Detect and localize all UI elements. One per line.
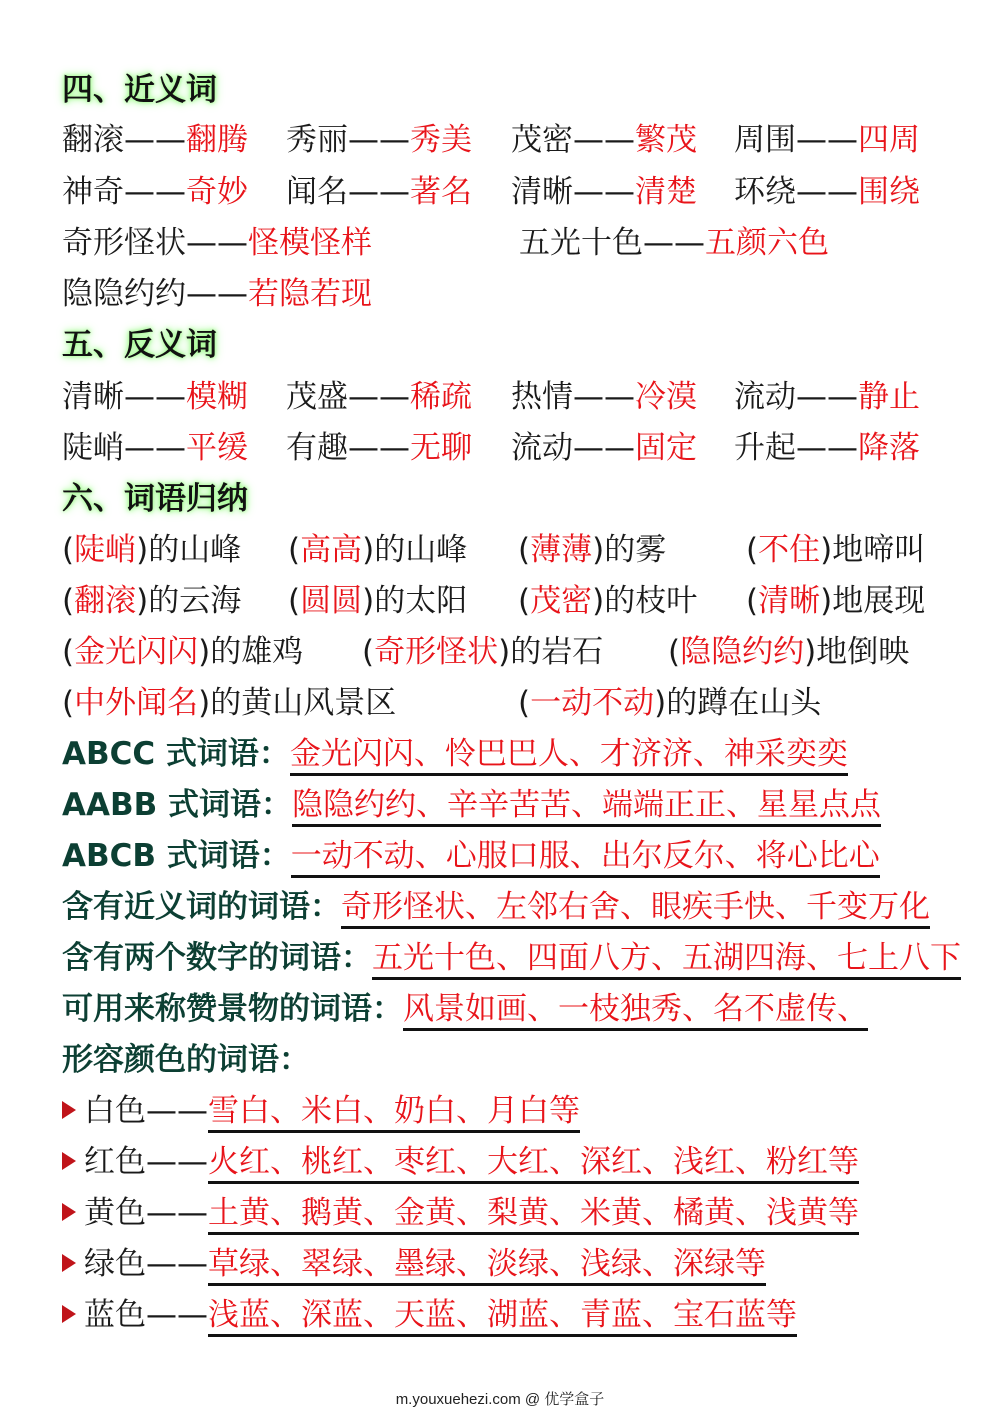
arrow-bullet-icon	[62, 1203, 76, 1221]
section-6-title: 六、词语归纳	[62, 481, 248, 517]
synonym-pair: 环绕——围绕	[734, 174, 920, 210]
antonym-pair: 陡峭——平缓	[62, 430, 248, 466]
category-words: 隐隐约约、辛辛苦苦、端端正正、星星点点	[292, 787, 881, 827]
category-scenery-words	[62, 984, 868, 1034]
category-synonym-words	[62, 882, 930, 932]
category-label: 含有两个数字的词语：	[62, 940, 372, 976]
synonym-pair: 茂密——繁茂	[511, 122, 697, 158]
synonym-pair: 秀丽——秀美	[286, 122, 472, 158]
color-row-blue: 蓝色——浅蓝、深蓝、天蓝、湖蓝、青蓝、宝石蓝等	[62, 1290, 797, 1340]
category-words: 奇形怪状、左邻右舍、眼疾手快、千变万化	[341, 889, 930, 929]
category-words: 五光十色、四面八方、五湖四海、七上八下	[372, 940, 961, 980]
synonym-pair: 奇形怪状——怪模怪样	[62, 225, 372, 261]
category-label: 含有近义词的词语：	[62, 889, 341, 925]
synonym-pair: 闻名——著名	[286, 174, 472, 210]
synonym-pair: 隐隐约约——若隐若现	[62, 276, 372, 312]
phrase-item: (茂密)的枝叶	[518, 583, 698, 619]
phrase-item: (金光闪闪)的雄鸡	[62, 634, 304, 670]
antonym-pair: 清晰——模糊	[62, 379, 248, 415]
color-row-yellow: 黄色——土黄、鹅黄、金黄、梨黄、米黄、橘黄、浅黄等	[62, 1188, 859, 1238]
phrase-item: (陡峭)的山峰	[62, 532, 242, 568]
antonym-pair: 升起——降落	[734, 430, 920, 466]
color-row-green: 绿色——草绿、翠绿、墨绿、淡绿、浅绿、深绿等	[62, 1239, 766, 1289]
phrase-item: (翻滚)的云海	[62, 583, 242, 619]
category-abcc	[62, 729, 848, 779]
synonym-pair: 翻滚——翻腾	[62, 122, 248, 158]
section-4-title: 四、近义词	[62, 72, 217, 108]
arrow-bullet-icon	[62, 1101, 76, 1119]
category-label: 可用来称赞景物的词语：	[62, 991, 403, 1027]
phrase-item: (一动不动)的蹲在山头	[518, 685, 822, 721]
color-words: 浅蓝、深蓝、天蓝、湖蓝、青蓝、宝石蓝等	[208, 1297, 797, 1337]
category-aabb	[62, 780, 881, 830]
phrase-item: (薄薄)的雾	[518, 532, 667, 568]
color-words: 雪白、米白、奶白、月白等	[208, 1093, 580, 1133]
category-words: 风景如画、一枝独秀、名不虚传、	[403, 991, 868, 1031]
footer-watermark: m.youxuehezi.com @ 优学盒子	[395, 1391, 605, 1408]
antonym-pair: 流动——固定	[511, 430, 697, 466]
phrase-item: (奇形怪状)的岩石	[362, 634, 604, 670]
synonym-pair: 清晰——清楚	[511, 174, 697, 210]
phrase-item: (隐隐约约)地倒映	[668, 634, 910, 670]
color-words: 草绿、翠绿、墨绿、淡绿、浅绿、深绿等	[208, 1246, 766, 1286]
synonym-pair: 五光十色——五颜六色	[519, 225, 829, 261]
category-label: AABB 式词语：	[62, 787, 293, 823]
colors-title: 形容颜色的词语：	[62, 1042, 310, 1078]
phrase-item: (中外闻名)的黄山风景区	[62, 685, 397, 721]
synonym-pair: 神奇——奇妙	[62, 174, 248, 210]
phrase-item: (圆圆)的太阳	[288, 583, 468, 619]
category-label: ABCC 式词语：	[62, 736, 290, 772]
category-number-words	[62, 933, 961, 983]
antonym-pair: 有趣——无聊	[286, 430, 472, 466]
category-abcb	[62, 831, 880, 881]
antonym-pair: 热情——冷漠	[511, 379, 697, 415]
antonym-pair: 茂盛——稀疏	[286, 379, 472, 415]
synonym-pair: 周围——四周	[734, 122, 920, 158]
color-row-red: 红色——火红、桃红、枣红、大红、深红、浅红、粉红等	[62, 1137, 859, 1187]
category-words: 一动不动、心服口服、出尔反尔、将心比心	[291, 838, 880, 878]
category-words: 金光闪闪、怜巴巴人、才济济、神采奕奕	[290, 736, 848, 776]
color-words: 火红、桃红、枣红、大红、深红、浅红、粉红等	[208, 1144, 859, 1184]
category-label: ABCB 式词语：	[62, 838, 291, 874]
color-row-white: 白色——雪白、米白、奶白、月白等	[62, 1086, 580, 1136]
arrow-bullet-icon	[62, 1254, 76, 1272]
section-5-title: 五、反义词	[62, 327, 217, 363]
color-words: 土黄、鹅黄、金黄、梨黄、米黄、橘黄、浅黄等	[208, 1195, 859, 1235]
arrow-bullet-icon	[62, 1305, 76, 1323]
antonym-pair: 流动——静止	[734, 379, 920, 415]
arrow-bullet-icon	[62, 1152, 76, 1170]
phrase-item: (高高)的山峰	[288, 532, 468, 568]
phrase-item: (清晰)地展现	[746, 583, 926, 619]
phrase-item: (不住)地啼叫	[746, 532, 926, 568]
